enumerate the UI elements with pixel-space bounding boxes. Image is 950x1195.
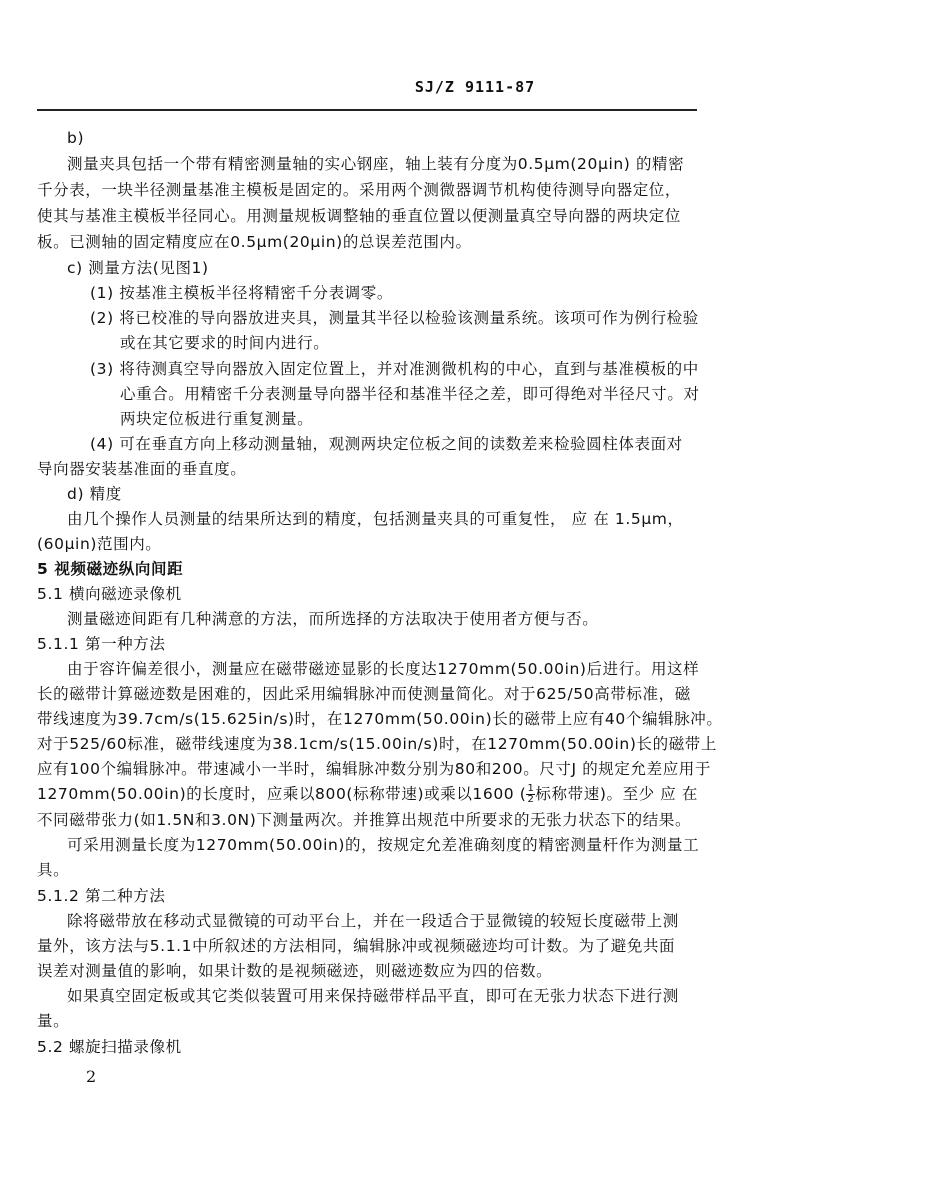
paragraph-line: 误差对测量值的影响，如果计数的是视频磁迹，则磁迹数应为四的倍数。: [37, 962, 553, 980]
step-2: (2) 将已校准的导向器放进夹具，测量其半径以检验该测量系统。该项可作为例行检验: [90, 309, 699, 327]
section-5-1-1-heading: 5.1.1 第一种方法: [37, 635, 166, 653]
section-5-2-heading: 5.2 螺旋扫描录像机: [37, 1038, 182, 1056]
section-5-1-2-heading: 5.1.2 第二种方法: [37, 887, 166, 905]
step-3-cont: 心重合。用精密千分表测量导向器半径和基准半径之差，即可得绝对半径尺寸。对: [120, 385, 700, 403]
paragraph-line-fraction: [37, 784, 698, 805]
paragraph-line: 除将磁带放在移动式显微镜的可动平台上，并在一段适合于显微镜的较短长度磁带上测: [67, 912, 679, 930]
paragraph-line: 可采用测量长度为1270mm(50.00in)的，按规定允差准确刻度的精密测量杆作为测量工: [67, 836, 700, 854]
item-c-heading: c) 测量方法(见图1): [67, 259, 209, 277]
paragraph-line: 使其与基准主模板半径同心。用测量规板调整轴的垂直位置以便测量真空导向器的两块定位: [37, 207, 682, 225]
item-d-heading: d) 精度: [67, 485, 122, 503]
paragraph-line: 由几个操作人员测量的结果所达到的精度，包括测量夹具的可重复性， 应 在 1.5μm，: [67, 510, 684, 528]
fraction-denominator: 2: [527, 794, 535, 805]
fraction-numerator: 1: [527, 783, 535, 794]
section-5-heading: 5 视频磁迹纵向间距: [37, 560, 184, 578]
text-segment: 1270mm(50.00in)的长度时，应乘以800(标称带速)或乘以1600 (: [37, 785, 527, 803]
step-4-cont: 导向器安装基准面的垂直度。: [37, 460, 247, 478]
paragraph-line: 板。已测轴的固定精度应在0.5μm(20μin)的总误差范围内。: [37, 233, 472, 251]
item-b-label: b): [67, 129, 85, 147]
page-number: 2: [86, 1067, 97, 1086]
paragraph-line: 长的磁带计算磁迹数是困难的，因此采用编辑脉冲而使测量简化。对于625/50高带标准，磁: [37, 685, 691, 703]
paragraph-line: 量外，该方法与5.1.1中所叙述的方法相同，编辑脉冲或视频磁迹均可计数。为了避免共面: [37, 937, 676, 955]
header-rule: [37, 109, 697, 111]
step-3-cont: 两块定位板进行重复测量。: [120, 410, 314, 428]
step-3: (3) 将待测真空导向器放入固定位置上，并对准测微机构的中心，直到与基准模板的中: [90, 360, 699, 378]
paragraph-line: (60μin)范围内。: [37, 535, 162, 553]
paragraph-line: 千分表，一块半径测量基准主模板是固定的。采用两个测微器调节机构使待测导向器定位，: [37, 181, 682, 199]
standard-code: SJ/Z 9111-87: [414, 78, 536, 96]
paragraph-line: 量。: [37, 1012, 70, 1030]
paragraph-line: 对于525/60标准，磁带线速度为38.1cm/s(15.00in/s)时，在1270mm(50.00in)长的磁带上: [37, 735, 717, 753]
step-2-cont: 或在其它要求的时间内进行。: [120, 334, 330, 352]
paragraph-line: 应有100个编辑脉冲。带速减小一半时，编辑脉冲数分别为80和200。尺寸J 的规定允差应用于: [37, 760, 711, 778]
step-4: (4) 可在垂直方向上移动测量轴，观测两块定位板之间的读数差来检验圆柱体表面对: [90, 435, 683, 453]
paragraph-line: 带线速度为39.7cm/s(15.625in/s)时，在1270mm(50.00in)长的磁带上应有40个编辑脉冲。: [37, 710, 723, 728]
paragraph-line: 如果真空固定板或其它类似装置可用来保持磁带样品平直，即可在无张力状态下进行测: [67, 987, 679, 1005]
paragraph-line: 测量夹具包括一个带有精密测量轴的实心钢座，轴上装有分度为0.5μm(20μin) 的精密: [67, 155, 685, 173]
paragraph-line: 具。: [37, 861, 70, 879]
paragraph-line: 不同磁带张力(如1.5N和3.0N)下测量两次。并推算出规范中所要求的无张力状态下的结果。: [37, 811, 692, 829]
paragraph-line: 测量磁迹间距有几种满意的方法，而所选择的方法取决于使用者方便与否。: [67, 610, 599, 628]
text-segment: 标称带速)。至少 应 在: [535, 785, 699, 803]
paragraph-line: 由于容许偏差很小，测量应在磁带磁迹显影的长度达1270mm(50.00in)后进行。用这样: [67, 660, 700, 678]
section-5-1-heading: 5.1 横向磁迹录像机: [37, 585, 182, 603]
step-1: (1) 按基准主模板半径将精密千分表调零。: [90, 284, 393, 302]
